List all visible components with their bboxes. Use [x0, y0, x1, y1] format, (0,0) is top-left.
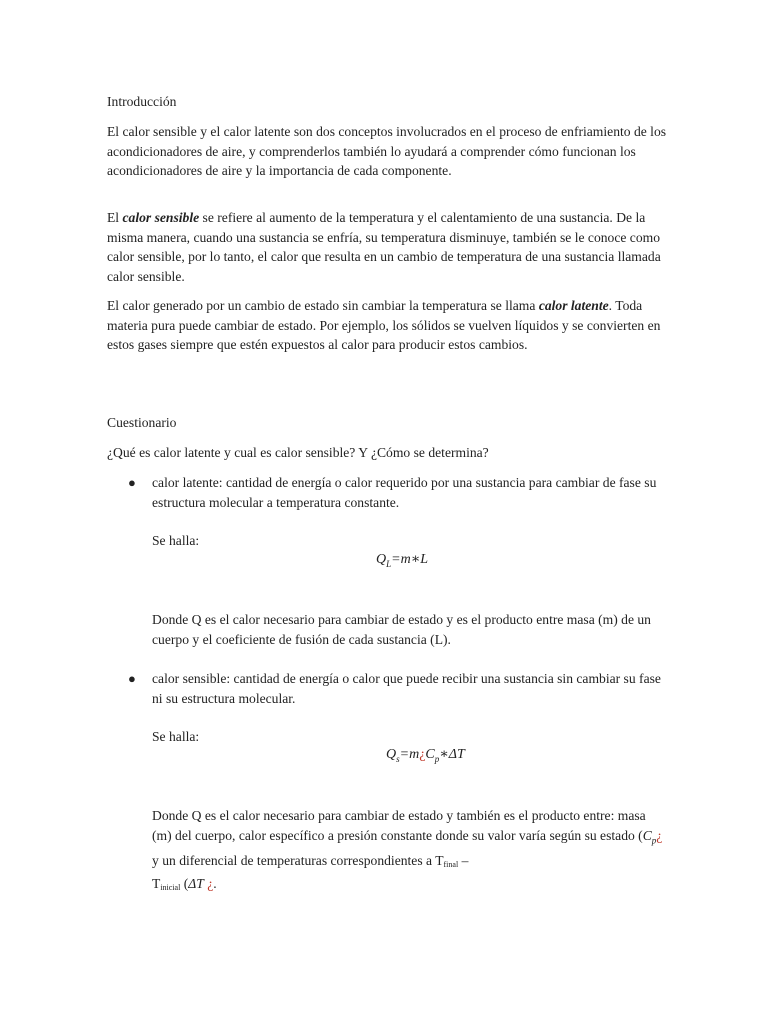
bullet-2: ● — [128, 671, 136, 686]
item-sensible-text: calor sensible: cantidad de energía o calor que puede recibir una sustancia sin cambiar su fase ni su estructura molecular. — [152, 671, 661, 706]
formula-sensible: $Q_s=m¿C_p∗\Delta T$ — [386, 747, 465, 764]
item-latente-text: calor latente: cantidad de energía o calor requerido por una sustancia para cambiar de fase su estructura molecular a temperatura constante. — [152, 475, 657, 510]
item-latente-se-halla: Se halla: — [152, 533, 200, 548]
term-calor-latente: calor latente — [538, 298, 609, 313]
cuestionario-question: ¿Qué es calor latente y cual es calor sensible? Y ¿Cómo se determina? — [107, 445, 489, 460]
intro-paragraph-3: El calor generado por un cambio de estado sin cambiar la temperatura se llama calor latente. Toda materia pura puede cambiar de estado. Por ejemplo, los sólidos se vuelven líquidos y se convierten en estos gases siempre que estén expuestos al calor para producir estos cambios. — [107, 298, 661, 352]
item-sensible-donde: Donde Q es el calor necesario para cambiar de estado y también es el producto entre: masa (m) del cuerpo, calor específico a presión constante donde su valor varía según su estado ($C_p¿$ y un diferencial de temperaturas correspondientes a Tfinal – Tinicial (ΔT ¿. — [152, 808, 663, 893]
intro-paragraph-2: El calor sensible se refiere al aumento de la temperatura y el calentamiento de una sustancia. De la misma manera, cuando una sustancia se enfría, su temperatura disminuye, también se le conoce como calor sensible, por lo tanto, el calor que resulta en un cambio de temperatura de una sustancia llamada calor sensible. — [107, 210, 661, 284]
cuestionario-heading: Cuestionario — [107, 415, 177, 430]
intro-paragraph-1: El calor sensible y el calor latente son dos conceptos involucrados en el proceso de enfriamiento de los acondicionadores de aire, y comprenderlos también lo ayudará a comprender cómo funcionan los acondicionadores de aire y la importancia de cada componente. — [107, 124, 667, 178]
term-calor-sensible: calor sensible — [122, 210, 200, 225]
formula-latente: $Q_L=m∗L$ — [376, 552, 428, 569]
intro-heading: Introducción — [107, 94, 177, 109]
bullet-1: ● — [128, 475, 136, 490]
item-sensible-se-halla: Se halla: — [152, 729, 200, 744]
item-latente-donde: Donde Q es el calor necesario para cambiar de estado y es el producto entre masa (m) de un cuerpo y el coeficiente de fusión de cada sustancia (L). — [152, 612, 651, 647]
